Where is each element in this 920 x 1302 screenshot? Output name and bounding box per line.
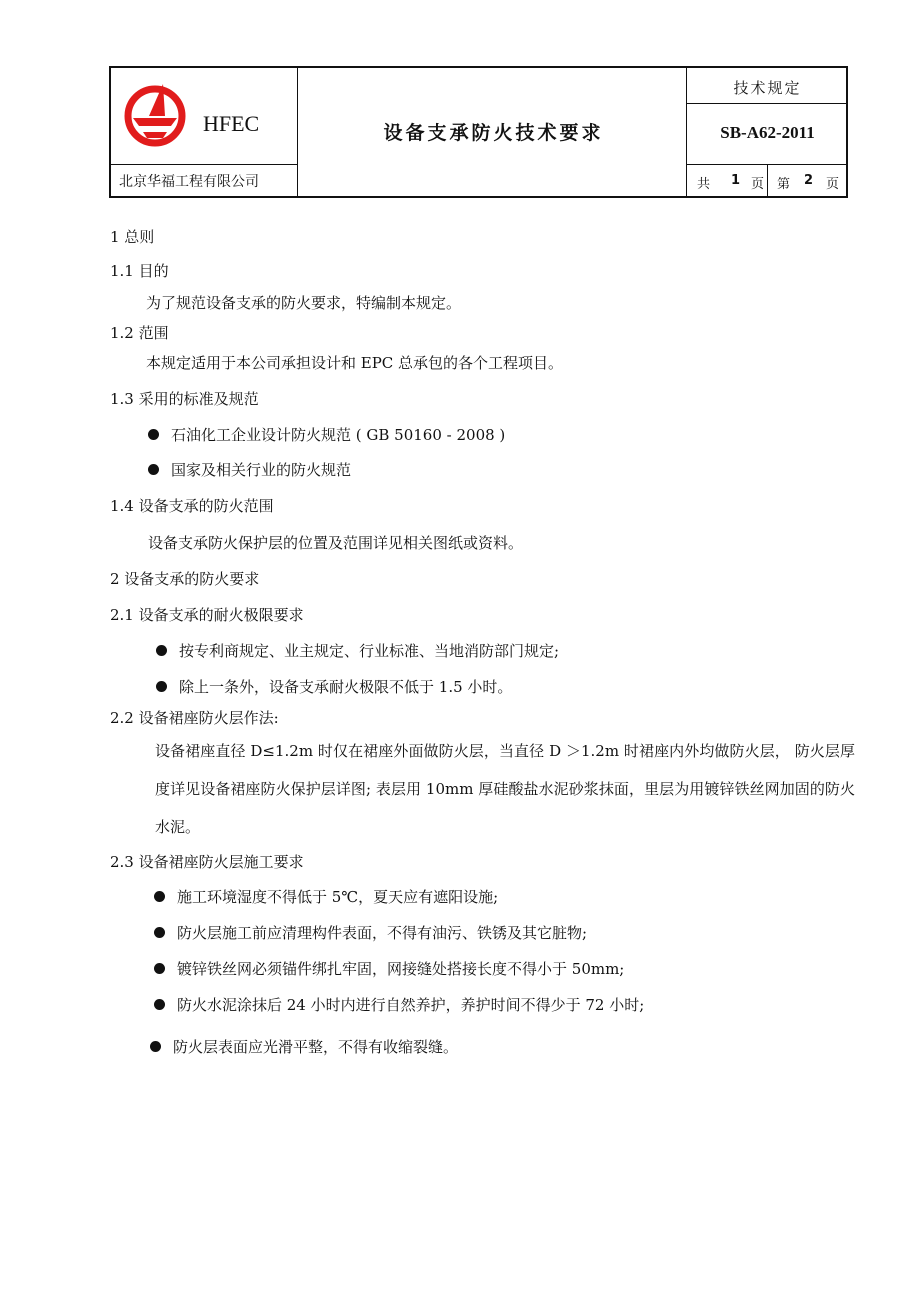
bullet-icon bbox=[156, 645, 167, 656]
list-item: 除上一条外，设备支承耐火极限不低于 1.5 小时。 bbox=[156, 676, 512, 697]
list-item: 防火层表面应光滑平整，不得有收缩裂缝。 bbox=[150, 1036, 458, 1057]
page-unit-2: 页 bbox=[826, 177, 840, 192]
bullet-icon bbox=[154, 963, 165, 974]
list-item: 施工环境湿度不得低于 5℃，夏天应有遮阳设施; bbox=[154, 886, 498, 907]
section-heading: 1.3 采用的标准及规范 bbox=[110, 390, 259, 408]
divider bbox=[767, 164, 768, 196]
bullet-icon bbox=[148, 464, 159, 475]
document-header bbox=[109, 66, 848, 198]
list-item: 国家及相关行业的防火规范 bbox=[148, 459, 351, 480]
list-item: 防火层施工前应清理构件表面，不得有油污、铁锈及其它脏物; bbox=[154, 922, 587, 943]
divider bbox=[111, 164, 297, 165]
document-code: SB-A62-2011 bbox=[720, 123, 815, 142]
section-heading: 1.1 目的 bbox=[110, 262, 169, 280]
section-heading: 1 总则 bbox=[110, 228, 155, 246]
page-unit: 页 bbox=[751, 177, 765, 192]
section-heading: 2 设备支承的防火要求 bbox=[110, 570, 260, 588]
logo-text: HFEC bbox=[203, 111, 260, 136]
company-logo-icon bbox=[119, 78, 191, 150]
paragraph: 设备裙座直径 D≤1.2m 时仅在裙座外面做防火层，当直径 D ＞1.2m 时裙座内外均做防火层， 防火层厚度详见设备裙座防火保护层详图; 表层用 10mm 厚硅酸盐水泥砂浆抹面，里层为用镀锌铁丝网加固的防火水泥。 bbox=[155, 742, 855, 836]
total-label: 共 bbox=[697, 177, 711, 192]
section-heading: 1.2 范围 bbox=[110, 324, 169, 342]
bullet-icon bbox=[154, 999, 165, 1010]
list-item: 石油化工企业设计防火规范 ( GB 50160 - 2008 ) bbox=[148, 424, 505, 445]
document-title: 设备支承防火技术要求 bbox=[383, 122, 604, 144]
company-name: 北京华福工程有限公司 bbox=[119, 174, 259, 190]
page-number: 2 bbox=[804, 173, 814, 188]
total-pages: 1 bbox=[731, 173, 741, 188]
section-heading: 2.3 设备裙座防火层施工要求 bbox=[110, 853, 304, 871]
section-heading: 2.1 设备支承的耐火极限要求 bbox=[110, 606, 304, 624]
paragraph: 为了规范设备支承的防火要求，特编制本规定。 bbox=[146, 294, 462, 312]
section-heading: 2.2 设备裙座防火层作法: bbox=[110, 709, 279, 727]
divider bbox=[686, 103, 848, 104]
page-label: 第 bbox=[777, 177, 791, 192]
bullet-icon bbox=[154, 927, 165, 938]
bullet-icon bbox=[154, 891, 165, 902]
divider bbox=[297, 68, 298, 196]
paragraph: 设备支承防火保护层的位置及范围详见相关图纸或资料。 bbox=[148, 534, 524, 552]
list-item: 镀锌铁丝网必须锚件绑扎牢固，网接缝处搭接长度不得小于 50mm; bbox=[154, 958, 624, 979]
divider bbox=[686, 164, 848, 165]
bullet-icon bbox=[156, 681, 167, 692]
list-item: 防火水泥涂抹后 24 小时内进行自然养护，养护时间不得少于 72 小时; bbox=[154, 994, 644, 1015]
list-item: 按专利商规定、业主规定、行业标准、当地消防部门规定; bbox=[156, 640, 559, 661]
bullet-icon bbox=[150, 1041, 161, 1052]
paragraph: 本规定适用于本公司承担设计和 EPC 总承包的各个工程项目。 bbox=[146, 354, 564, 372]
document-category: 技术规定 bbox=[733, 79, 802, 97]
section-heading: 1.4 设备支承的防火范围 bbox=[110, 497, 274, 515]
bullet-icon bbox=[148, 429, 159, 440]
